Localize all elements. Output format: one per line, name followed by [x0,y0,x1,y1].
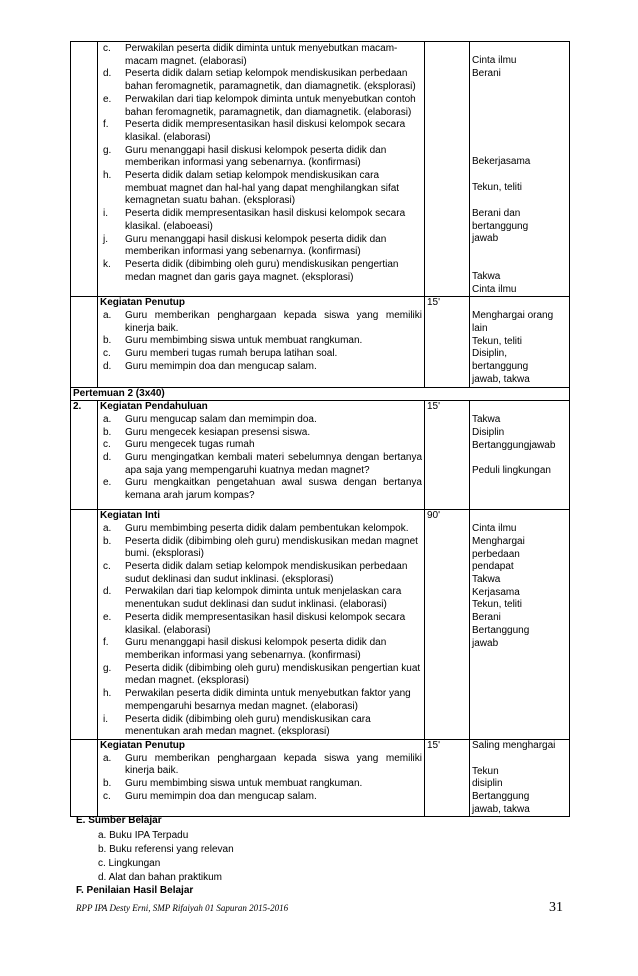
activity-item: Guru memberikan penghargaan kepada siswa yang memiliki kinerja baik. [125,752,422,777]
time-cell: 15' [425,297,470,387]
item-marker: h. [103,170,112,182]
footer-text: RPP IPA Desty Erni, SMP Rifaiyah 01 Sapuran 2015-2016 [76,903,289,913]
item-marker: e. [103,93,112,105]
table-row [71,42,570,297]
activity-item: Peserta didik dalam setiap kelompok mendiskusikan perbedaan bahan feromagnetik, paramagnetik, dan diamagnetik. (eksplorasi) [125,68,416,93]
values-cell [470,401,570,510]
values-cell [470,297,570,387]
value-text: jawab, takwa [472,373,530,385]
item-marker: b. [103,335,112,347]
value-text: Tekun, teliti [472,182,523,194]
item-marker: d. [103,452,112,464]
list-item: a. Buku IPA Terpadu [98,830,189,841]
lesson-plan-table [70,41,570,817]
value-text: perbedaan [472,548,520,560]
item-marker: e. [103,477,112,489]
section-heading-penilaian: F. Penilaian Hasil Belajar [76,885,194,896]
activity-item: Guru membimbing peserta didik dalam pembentukan kelompok. [125,522,409,534]
item-marker: a. [103,522,112,534]
activity-item: Guru memberikan penghargaan kepada siswa yang memiliki kinerja baik. [125,310,422,334]
activity-item: Perwakilan dari tiap kelompok diminta untuk menyebutkan contoh bahan feromagnetik, paramagnetik, dan diamagnetik. (elaborasi) [125,93,416,118]
value-text: Tekun [472,765,499,777]
value-text: Disiplin [472,426,505,438]
value-text: jawab, takwa [472,803,530,815]
activity-item: Peserta didik dalam setiap kelompok mendiskusikan perbedaan sudut deklinasi dan sudut inklinasi. (eksplorasi) [125,561,408,585]
section-heading-sumber: E. Sumber Belajar [76,815,162,826]
activity-cell [98,297,425,387]
values-cell [470,739,570,817]
activity-item: Guru mengucap salam dan memimpin doa. [125,413,317,425]
activity-item: Peserta didik (dibimbing oleh guru) mendiskusikan cara menentukan arah medan magnet. (eksplorasi) [125,713,371,738]
activity-item: Peserta didik (dibimbing oleh guru) mendiskusikan pengertian medan magnet dan garis gaya magnet. (eksplorasi) [125,258,399,283]
value-text: Menghargai orang [472,310,554,322]
activity-item: Guru mengingatkan kembali materi sebelumnya dengan bertanya apa saja yang mempengaruhi kuatnya medan magnet? [125,452,422,476]
activity-cell [98,739,425,817]
activity-item: Guru memimpin doa dan mengucap salam. [125,790,317,802]
value-text: Cinta ilmu [472,523,517,535]
item-marker: c. [103,561,111,573]
item-marker: d. [103,586,112,598]
value-text: Berani dan [472,207,521,219]
activity-item: Perwakilan peserta didik diminta untuk menyebutkan macam-macam magnet. (elaborasi) [125,43,398,67]
activity-item: Peserta didik dalam setiap kelompok mendiskusikan cara membuat magnet dan hal-hal yang dapat menghilangkan sifat kemagnetan suatu bahan. (eksplorasi) [125,170,400,207]
activity-item: Guru menanggapi hasil diskusi kelompok peserta didik dan memberikan informasi yang sebenarnya. (konfirmasi) [125,233,387,258]
value-text: Cinta ilmu [472,55,517,66]
table-row [71,387,570,401]
activity-cell [98,42,425,297]
value-text: Tekun, teliti [472,599,523,611]
time-cell [425,42,470,297]
value-text: Berani [472,67,501,79]
item-marker: c. [103,348,111,360]
phase-title: Kegiatan Penutup [100,739,186,751]
value-text: Bertanggungjawab [472,439,556,451]
phase-title: Kegiatan Pendahuluan [100,401,208,413]
activity-item: Peserta didik mempresentasikan hasil diskusi kelompok secara klasikal. (elaboeasi) [125,208,406,232]
item-marker: a. [103,752,112,764]
activity-item: Guru mengecek tugas rumah [125,439,255,451]
item-marker: g. [103,144,112,156]
item-marker: i. [103,713,108,725]
value-text: Bertanggung [472,624,530,636]
activity-item: Peserta didik mempresentasikan hasil diskusi kelompok secara klasikal. (elaborasi) [125,611,406,636]
table-row [71,739,570,817]
item-marker: b. [103,426,112,438]
phase-title: Kegiatan Inti [100,510,161,522]
value-text: Takwa [472,574,501,586]
item-marker: c. [103,439,111,451]
number-cell [71,42,98,297]
time-cell: 90' [425,510,470,740]
item-marker: a. [103,310,112,322]
value-text: Takwa [472,270,501,282]
source-list [98,829,234,885]
value-text: Disiplin, [472,348,508,360]
value-text: Tekun, teliti [472,335,523,347]
table-row [71,297,570,387]
value-text: Saling menghargai [472,739,556,751]
item-marker: j. [103,233,108,245]
item-marker: c. [103,790,111,802]
item-marker: a. [103,413,112,425]
value-text: Takwa [472,414,501,426]
item-marker: h. [103,688,112,700]
value-text: jawab [472,637,499,649]
list-item: b. Buku referensi yang relevan [98,844,234,855]
activity-item: Guru menanggapi hasil diskusi kelompok peserta didik dan memberikan informasi yang sebenarnya. (konfirmasi) [125,637,387,661]
table-row [71,510,570,740]
list-item: d. Alat dan bahan praktikum [98,872,222,883]
table-row [71,401,570,510]
activity-item: Guru memimpin doa dan mengucap salam. [125,360,317,372]
value-text: pendapat [472,561,514,573]
item-marker: d. [103,68,112,80]
activity-cell [98,510,425,740]
number-cell [71,297,98,387]
time-cell: 15' [425,739,470,817]
item-marker: g. [103,662,112,674]
values-cell [470,42,570,297]
item-marker: i. [103,208,108,220]
value-text: Menghargai [472,535,525,547]
activity-cell [98,401,425,510]
phase-title: Kegiatan Penutup [100,297,186,309]
activity-item: Guru mengkaitkan pengetahuan awal suswa dengan bertanya kemana arah jarum kompas? [125,477,422,502]
value-text: Berani [472,612,501,624]
activity-item: Guru menanggapi hasil diskusi kelompok peserta didik dan memberikan informasi yang sebenarnya. (konfirmasi) [125,144,387,169]
activity-item: Peserta didik (dibimbing oleh guru) mendiskusikan medan magnet bumi. (eksplorasi) [125,535,418,560]
activity-item: Guru memberi tugas rumah berupa latihan soal. [125,348,338,360]
item-marker: d. [103,360,112,372]
value-text: disiplin [472,778,503,790]
activity-item: Peserta didik (dibimbing oleh guru) mendiskusikan pengertian kuat medan magnet. (eksplorasi) [125,662,421,687]
value-text: bertanggung [472,361,529,373]
value-text: Kerjasama [472,586,520,598]
item-marker: f. [103,637,109,649]
values-cell [470,510,570,740]
value-text: bertanggung [472,220,529,232]
value-text: Cinta ilmu [472,283,517,295]
number-cell: 2. [71,401,98,510]
activity-item: Perwakilan peserta didik diminta untuk menyebutkan faktor yang mempengaruhi besarnya medan magnet. (elaborasi) [125,688,411,712]
item-marker: k. [103,258,111,270]
number-cell [71,739,98,817]
list-item: c. Lingkungan [98,858,161,869]
value-text: Peduli lingkungan [472,465,551,477]
value-text: jawab [472,233,499,245]
number-cell [71,510,98,740]
page-number: 31 [549,900,563,915]
value-text: Bertanggung [472,791,530,803]
time-cell: 15' [425,401,470,510]
activity-item: Guru mengecek kesiapan presensi siswa. [125,426,311,438]
item-marker: b. [103,535,112,547]
meeting-heading: Pertemuan 2 (3x40) [71,387,570,401]
value-text: Bekerjasama [472,156,531,168]
item-marker: c. [103,43,111,54]
value-text: lain [472,323,488,335]
activity-item: Guru membimbing siswa untuk membuat rangkuman. [125,335,363,347]
item-marker: e. [103,611,112,623]
item-marker: f. [103,119,109,131]
item-marker: b. [103,778,112,790]
activity-item: Guru membimbing siswa untuk membuat rangkuman. [125,778,363,790]
activity-item: Perwakilan dari tiap kelompok diminta untuk menjelaskan cara menentukan sudut deklinasi dan sudut inklinasi. (elaborasi) [125,586,402,611]
activity-item: Peserta didik mempresentasikan hasil diskusi kelompok secara klasikal. (elaborasi) [125,119,406,143]
